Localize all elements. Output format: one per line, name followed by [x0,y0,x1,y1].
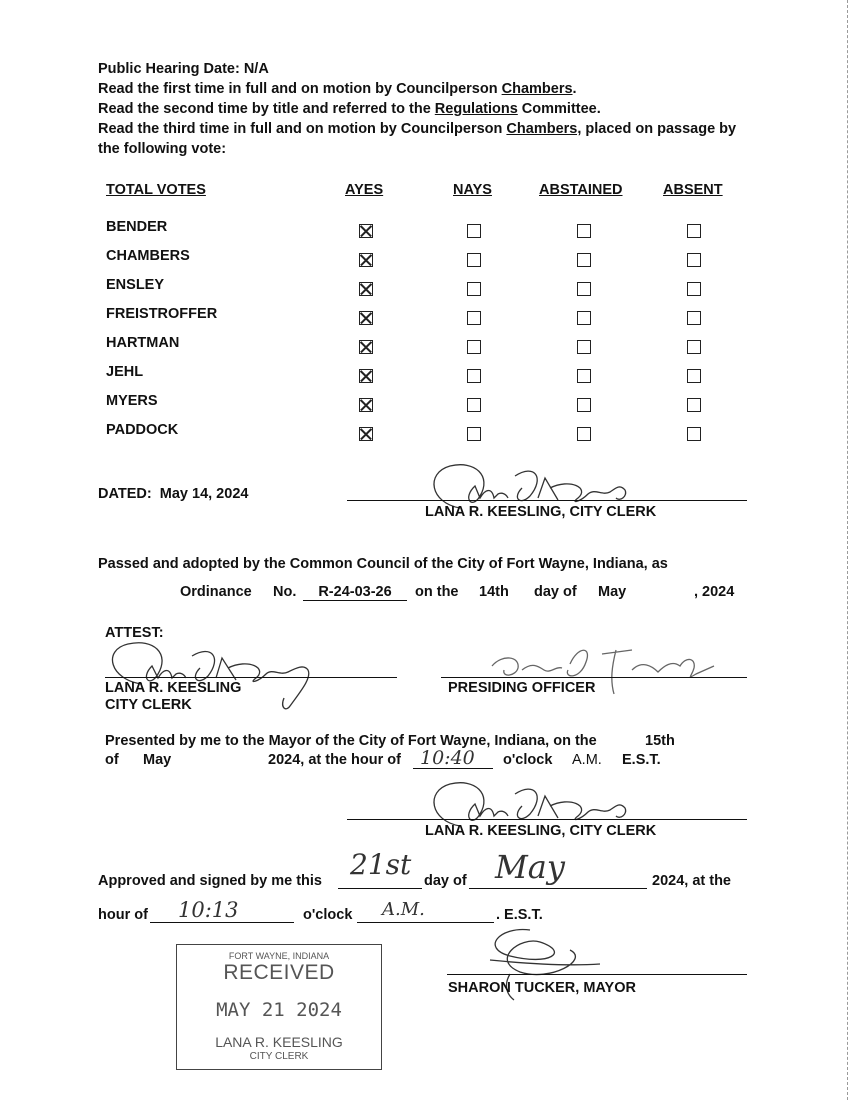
presented-oclock: o'clock [503,752,553,768]
absent-checkbox[interactable] [687,253,701,267]
councilperson-name: Chambers [501,81,573,97]
presented-clerk-name-title: LANA R. KEESLING, CITY CLERK [425,823,657,839]
ayes-checkbox[interactable] [359,340,373,354]
abstained-checkbox[interactable] [577,224,591,238]
absent-checkbox[interactable] [687,340,701,354]
approved-ampm-handwritten: A.M. [382,899,425,920]
presented-text: Presented by me to the Mayor of the City of Fort Wayne, Indiana, on the [105,733,597,749]
stamp-date: MAY 21 2024 [216,999,342,1021]
absent-checkbox[interactable] [687,311,701,325]
absent-checkbox[interactable] [687,427,701,441]
presiding-officer-label: PRESIDING OFFICER [448,680,596,696]
approved-year-text: 2024, at the [652,873,731,889]
mayor-signature-line [447,974,747,975]
stamp-city: FORT WAYNE, INDIANA [228,951,330,961]
presented-signature-line [347,819,747,820]
approved-day-handwritten: 21st [350,848,412,881]
approved-hour-label: hour of [98,907,148,923]
dated-date: May 14, 2024 [159,486,249,502]
header-ayes: AYES [345,182,384,198]
council-member-name: CHAMBERS [106,248,190,264]
nays-checkbox[interactable] [467,311,481,325]
council-member-name: BENDER [106,219,168,235]
header-total-votes: TOTAL VOTES [106,182,206,198]
adopted-year: , 2024 [694,584,735,600]
ayes-checkbox[interactable] [359,427,373,441]
abstained-checkbox[interactable] [577,398,591,412]
abstained-checkbox[interactable] [577,311,591,325]
presented-day: 15th [645,733,675,749]
passed-adopted-text: Passed and adopted by the Common Council of the City of Fort Wayne, Indiana, as [98,556,668,572]
ayes-checkbox[interactable] [359,282,373,296]
council-member-name: MYERS [106,393,158,409]
ayes-checkbox[interactable] [359,311,373,325]
approved-oclock: o'clock [303,907,353,923]
presented-hour-line [413,768,493,769]
council-member-name: PADDOCK [106,422,179,438]
ayes-checkbox[interactable] [359,398,373,412]
council-member-name: ENSLEY [106,277,165,293]
nays-checkbox[interactable] [467,369,481,383]
ayes-checkbox[interactable] [359,369,373,383]
absent-checkbox[interactable] [687,398,701,412]
header-nays: NAYS [453,182,492,198]
council-member-name: JEHL [106,364,144,380]
committee-name: Regulations [434,101,518,117]
abstained-checkbox[interactable] [577,253,591,267]
nays-checkbox[interactable] [467,253,481,267]
council-member-name: HARTMAN [106,335,180,351]
attest-clerk-title: CITY CLERK [105,697,192,713]
second-reading-line: Read the second time by title and referred to the Regulations Committee. [98,101,601,117]
approved-hour-handwritten: 10:13 [178,898,239,922]
ordinance-number: R-24-03-26 [303,584,407,601]
absent-checkbox[interactable] [687,369,701,383]
approved-month-line [469,888,647,889]
approved-day-of: day of [424,873,467,889]
presented-month: May [143,752,172,768]
day-of-label: day of [534,584,577,600]
nays-checkbox[interactable] [467,427,481,441]
ayes-checkbox[interactable] [359,224,373,238]
ayes-checkbox[interactable] [359,253,373,267]
third-reading-line: Read the third time in full and on motion by Councilperson Chambers, placed on passage by [98,121,737,137]
presiding-signature-line [441,677,747,678]
dated-line: DATED: May 14, 2024 [98,486,249,502]
absent-checkbox[interactable] [687,282,701,296]
nays-checkbox[interactable] [467,224,481,238]
abstained-checkbox[interactable] [577,427,591,441]
approved-day-line [338,888,422,889]
nays-checkbox[interactable] [467,340,481,354]
presented-zone: E.S.T. [622,752,661,768]
stamp-received: RECEIVED [223,961,335,984]
ordinance-label: Ordinance [180,584,252,600]
abstained-checkbox[interactable] [577,282,591,296]
stamp-name: LANA R. KEESLING [215,1034,343,1050]
on-the-label: on the [415,584,459,600]
adopted-month: May [598,584,627,600]
presented-ampm: A.M. [572,752,602,768]
approved-month-handwritten: May [495,848,565,886]
clerk-name-title: LANA R. KEESLING, CITY CLERK [425,504,657,520]
header-abstained: ABSTAINED [539,182,623,198]
following-vote-line: the following vote: [98,141,227,157]
page-edge-dashed [847,0,848,1100]
clerk-signature-line [347,500,747,501]
attest-signature-line [105,677,397,678]
abstained-checkbox[interactable] [577,340,591,354]
absent-checkbox[interactable] [687,224,701,238]
presented-hour-handwritten: 10:40 [420,747,475,769]
header-absent: ABSENT [663,182,723,198]
received-stamp [176,944,382,1070]
approved-hour-line [150,922,294,923]
presented-of-label: of [105,752,119,768]
nays-checkbox[interactable] [467,398,481,412]
abstained-checkbox[interactable] [577,369,591,383]
mayor-name-title: SHARON TUCKER, MAYOR [448,980,636,996]
public-hearing-date: Public Hearing Date: N/A [98,61,269,77]
council-member-name: FREISTROFFER [106,306,218,322]
nays-checkbox[interactable] [467,282,481,296]
attest-clerk-name: LANA R. KEESLING [105,680,242,696]
first-reading-line: Read the first time in full and on motion by Councilperson Chambers. [98,81,577,97]
presented-year-text: 2024, at the hour of [268,752,401,768]
stamp-title: CITY CLERK [249,1051,309,1062]
councilperson-name: Chambers, [506,121,582,137]
approved-text: Approved and signed by me this [98,873,322,889]
adopted-day: 14th [479,584,509,600]
attest-label: ATTEST: [105,625,164,641]
ordinance-no-label: No. [273,584,297,600]
approved-zone: . E.S.T. [496,907,543,923]
